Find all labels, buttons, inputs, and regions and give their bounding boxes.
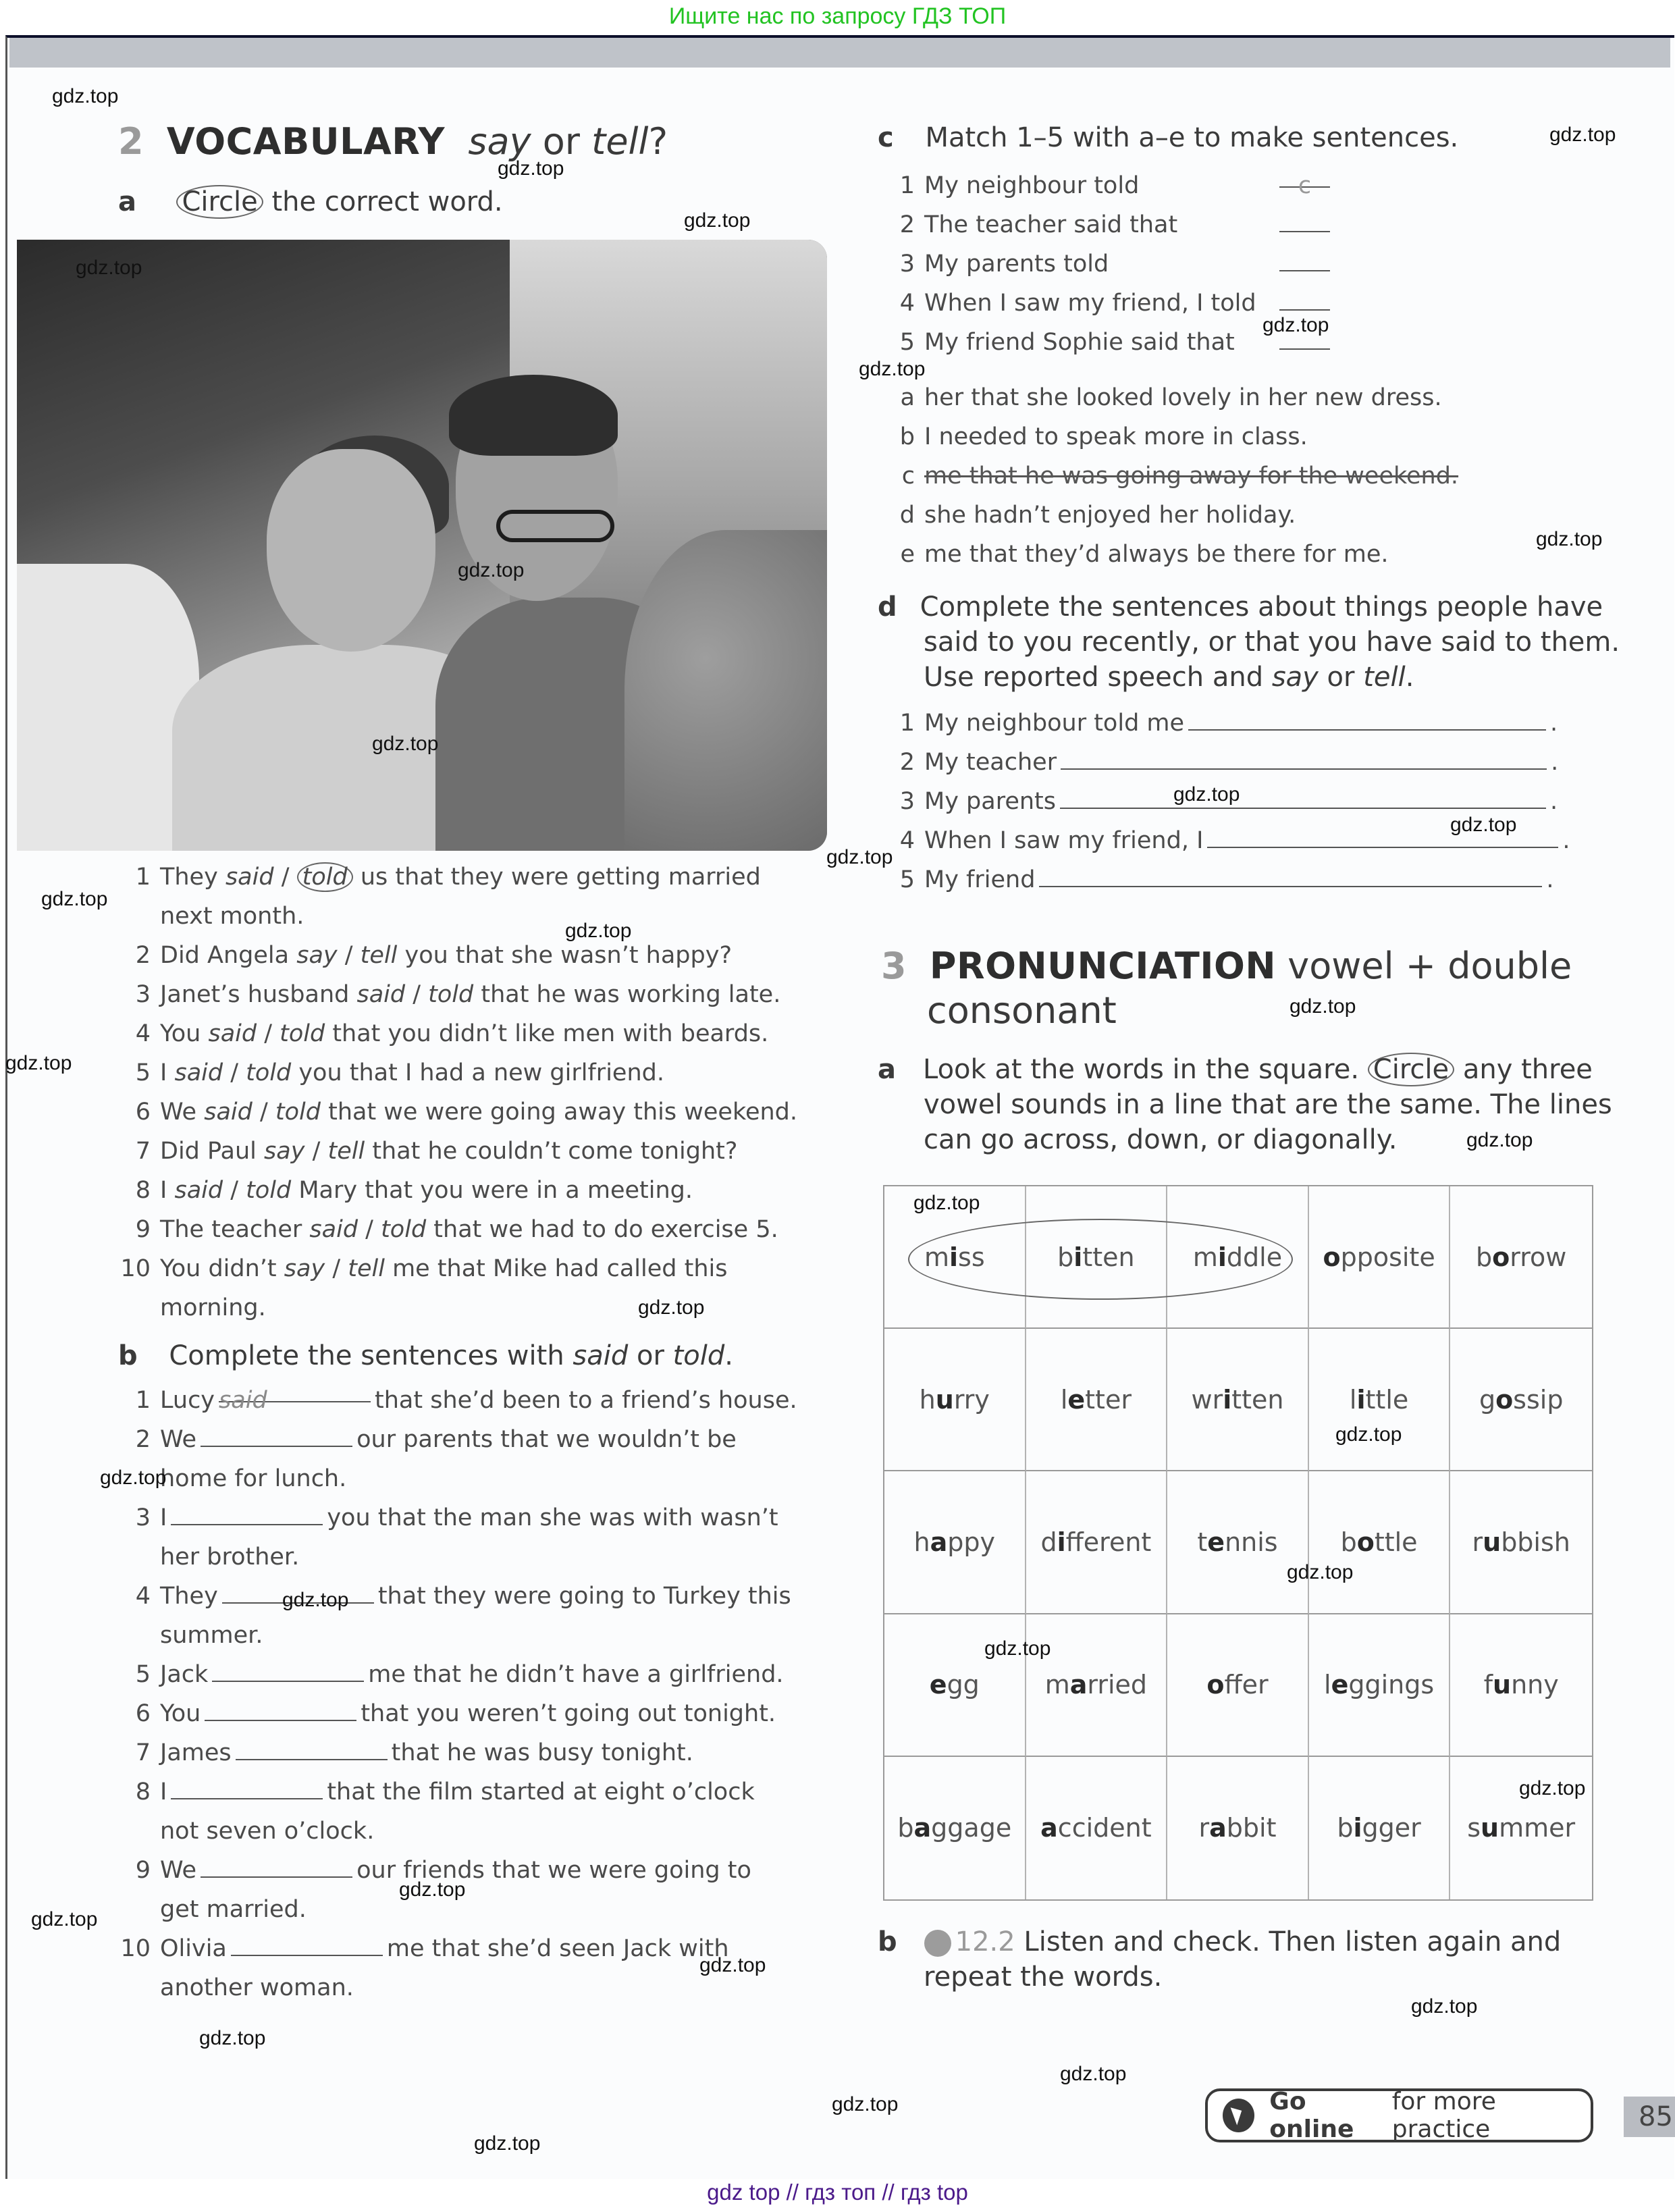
list-item: 1 They said / told us that they were getting married [135,864,761,891]
grid-word-cell[interactable]: b o rrow [1450,1186,1592,1329]
list-item: 4 When I saw my friend, I . [899,827,1570,854]
answer-blank[interactable] [236,1739,388,1760]
list-item: 1 My neighbour told c [888,166,1334,205]
match-blank[interactable] [1279,250,1330,271]
highlighted-vowel: o [1323,1242,1341,1272]
watermark-text: gdz.top [1450,814,1517,836]
section-3-heading [881,944,1572,1033]
exercise-2c-instruction [878,120,1458,155]
highlighted-vowel: a [930,1527,948,1557]
page-number: 85 [1624,2097,1675,2137]
section-subtitle-tell: tell [591,120,649,163]
section-2-heading [118,120,668,163]
grid-word-cell[interactable]: l e ggings [1309,1614,1451,1757]
instruction-end: . [724,1340,733,1371]
grid-word-cell[interactable]: m i ddle [1167,1186,1309,1329]
watermark-text: gdz.top [1411,1995,1478,2018]
list-item-continuation: morning. [160,1294,266,1321]
watermark-text: gdz.top [984,1637,1051,1660]
list-item-continuation: another woman. [160,1974,354,2001]
exercise-2d-instruction [878,589,1620,695]
match-blank[interactable] [1279,211,1330,232]
instruction-said: said [573,1340,629,1371]
grid-word-cell[interactable]: r u bbish [1450,1471,1592,1614]
watermark-text: gdz.top [1287,1561,1354,1583]
watermark-text: gdz.top [826,846,893,868]
option-told-circled[interactable]: told [297,862,353,892]
watermark-text: gdz.top [458,559,525,581]
grid-word-cell[interactable]: g o ssip [1450,1329,1592,1471]
option-said[interactable]: said [174,1059,223,1086]
section-number: 2 [118,120,144,163]
list-item: 1 My neighbour told me . [899,710,1558,737]
match-blank[interactable] [1279,289,1330,311]
instruction-line: Use reported speech and say or tell. [924,662,1414,693]
watermark-text: gdz.top [498,157,564,180]
watermark-text: gdz.top [282,1589,349,1611]
cursor-pointer-icon [1223,2099,1254,2132]
exercise-2b-instruction [118,1338,733,1373]
highlighted-vowel: i [1356,1384,1366,1415]
grid-word-cell[interactable]: b o ttle [1309,1471,1451,1614]
section-subtitle-q: ? [648,120,668,163]
list-item: 4 When I saw my friend, I told [888,284,1334,323]
watermark-text: gdz.top [41,888,108,910]
list-item: 6 We said / told that we were going away this weekend. [135,1099,798,1126]
grid-word-cell[interactable]: r a bbit [1167,1757,1309,1899]
watermark-text: gdz.top [100,1467,167,1489]
exercise-letter: d [878,591,897,623]
answer-blank[interactable]: said [219,1381,371,1402]
list-item: 4 They that they were going to Turkey this [135,1583,791,1610]
grid-word-cell[interactable]: l i ttle [1309,1329,1451,1471]
instruction-line: vowel sounds in a line that are the same. The lines [924,1089,1612,1120]
watermark-text: gdz.top [199,2027,266,2049]
grid-word-cell[interactable]: f u nny [1450,1614,1592,1757]
section-title: VOCABULARY [166,120,446,163]
list-item: 2 Did Angela say / tell you that she wasn’t happy? [135,942,733,969]
section-number: 3 [881,945,907,987]
go-online-button[interactable] [1205,2088,1593,2142]
option-told[interactable]: told [275,1099,321,1126]
section-subtitle-say: say [468,120,531,163]
instruction-line: repeat the words. [924,1961,1163,1993]
option-tell[interactable]: tell [327,1138,365,1165]
highlighted-vowel: o [1356,1527,1375,1557]
instruction-or: or [628,1340,673,1371]
list-item: 8 I that the film started at eight o’clock [135,1779,755,1806]
option-tell[interactable]: tell [348,1255,385,1282]
highlighted-vowel: u [1483,1527,1501,1557]
grid-word-cell[interactable]: l e tter [1026,1329,1168,1471]
grid-word-cell[interactable]: t e nnis [1167,1471,1309,1614]
section-subtitle-or: or [531,120,592,163]
highlighted-vowel: i [1073,1242,1083,1272]
highlighted-vowel: a [1040,1813,1058,1843]
highlighted-vowel: i [1217,1242,1227,1272]
highlighted-vowel: u [1493,1670,1512,1700]
highlighted-vowel: i [1353,1813,1362,1843]
list-item: e me that they’d always be there for me. [900,541,1389,568]
watermark-text: gdz.top [684,209,751,232]
list-item: 10 Olivia me that she’d seen Jack with [120,1935,729,1962]
answer-line[interactable] [1039,866,1542,887]
match-blank[interactable]: c [1279,166,1330,188]
watermark-text: gdz.top [699,1954,766,1976]
list-item-continuation: her brother. [160,1544,300,1571]
list-item: 5 My friend Sophie said that [888,323,1334,362]
go-online-label: Go online [1269,2088,1354,2143]
grid-word-cell[interactable]: e gg [884,1614,1026,1757]
grid-word-cell[interactable]: h u rry [884,1329,1026,1471]
circled-word: Circle [1368,1053,1454,1086]
instruction-text: Match 1–5 with a–e to make sentences. [925,122,1459,153]
option-said[interactable]: said [309,1216,358,1243]
answer-circle-row1 [908,1219,1293,1300]
watermark-text: gdz.top [52,85,119,107]
exercise-letter: c [878,122,894,153]
instruction-line: Complete the sentences about things people have [920,591,1603,623]
highlighted-vowel: i [1223,1384,1232,1415]
watermark-text: gdz.top [1262,314,1329,336]
watermark-text: gdz.top [1519,1777,1586,1799]
list-item-continuation: get married. [160,1896,307,1923]
watermark-text: gdz.top [565,920,632,942]
watermark-text: gdz.top [832,2093,899,2115]
list-item-continuation: not seven o’clock. [160,1818,375,1845]
list-item: 6 You that you weren’t going out tonight. [135,1700,776,1727]
answer-blank[interactable] [171,1504,323,1525]
exercise-2c-endings [888,378,1458,574]
watermark-text: gdz.top [638,1296,705,1319]
option-told[interactable]: told [381,1216,427,1243]
list-item: 9 The teacher said / told that we had to do exercise 5. [135,1216,778,1243]
option-told[interactable]: told [280,1020,325,1047]
grid-word-cell[interactable]: s u mmer [1467,1813,1576,1843]
list-item: 9 We our friends that we were going to [135,1857,751,1884]
option-say[interactable]: say [296,942,338,969]
list-item: 4 You said / told that you didn’t like men with beards. [135,1020,769,1047]
grid-word-cell[interactable]: h a ppy [884,1471,1026,1614]
list-item-continuation: summer. [160,1622,263,1649]
option-tell[interactable]: tell [360,942,398,969]
exercise-2a-list [118,858,797,1327]
list-item: 3 My parents told [888,244,1334,284]
highlighted-vowel: i [949,1242,959,1272]
highlighted-vowel: e [1207,1527,1225,1557]
grid-word-cell[interactable]: m a rried [1026,1614,1168,1757]
answer-line[interactable] [1061,748,1547,770]
list-item: 10 You didn’t say / tell me that Mike had called this [120,1255,728,1282]
watermark-text: gdz.top [1173,783,1240,806]
answer-blank[interactable] [205,1700,356,1721]
glasses-icon [496,510,614,542]
option-said[interactable]: said [356,981,406,1008]
highlighted-vowel: e [1331,1670,1349,1700]
instruction-text: Complete the sentences with [169,1340,573,1371]
grid-word-cell[interactable]: b a ggage [884,1757,1026,1899]
option-said[interactable]: said [225,864,274,891]
list-item: d she hadn’t enjoyed her holiday. [899,502,1296,529]
list-item: b I needed to speak more in class. [899,423,1308,450]
watermark-text: gdz.top [76,257,142,279]
highlighted-vowel: e [1067,1384,1086,1415]
option-told[interactable]: told [246,1177,292,1204]
answer-blank[interactable] [201,1425,352,1447]
page-top-band [9,38,1670,68]
section-title: PRONUNCIATION [929,945,1277,987]
watermark-text: gdz.top [1060,2063,1127,2085]
exercise-3b-instruction: b 12.2 Listen and check. Then listen again and repeat the words. [878,1924,1561,1995]
list-item: 3 Janet’s husband said / told that he was working late. [135,981,781,1008]
grid-word-cell[interactable]: b i gger [1309,1757,1451,1899]
grid-word-cell[interactable]: o pposite [1309,1186,1451,1329]
list-item-struck: c me that he was going away for the weekend. [901,463,1459,490]
exercise-3a-instruction: a Look at the words in the square. Circle any three vowel sounds in a line that are the same. The lines can go across, down, or diagonally. [878,1052,1612,1157]
watermark-text: gdz.top [31,1908,98,1930]
highlighted-vowel: o [1206,1670,1225,1700]
list-item: 8 I said / told Mary that you were in a meeting. [135,1177,693,1204]
exercise-letter: a [118,186,136,217]
answer-blank[interactable] [212,1660,364,1682]
option-say[interactable]: say [284,1255,325,1282]
instruction-told: told [672,1340,725,1371]
bottom-watermark-link[interactable]: gdz top // гдз топ // гдз top [707,2180,968,2205]
answer-line[interactable] [1060,787,1546,809]
highlighted-vowel: u [1481,1813,1499,1843]
watermark-text: gdz.top [913,1192,980,1214]
list-item: a her that she looked lovely in her new dress. [900,384,1442,411]
watermark-text: gdz.top [1466,1129,1533,1151]
instruction-line: said to you recently, or that you have said to them. [924,627,1620,658]
list-item: 5 Jack me that he didn’t have a girlfriend. [135,1661,784,1688]
list-item-continuation: next month. [160,903,304,930]
list-item-continuation: home for lunch. [160,1465,347,1492]
exercise-letter: a [878,1054,896,1085]
grid-word-cell[interactable]: m i ss [884,1186,1026,1329]
list-item: 2 We our parents that we wouldn’t be [135,1426,737,1453]
watermark-text: gdz.top [5,1052,72,1074]
exercise-2a-instruction [118,184,503,219]
answer-blank[interactable] [171,1778,323,1799]
list-item: 7 James that he was busy tonight. [135,1739,693,1766]
grid-word-cell[interactable]: b i tten [1026,1186,1168,1329]
option-said[interactable]: said [174,1177,223,1204]
option-told[interactable]: told [428,981,474,1008]
highlighted-vowel: i [1057,1527,1066,1557]
exercise-2b-list [118,1381,797,2007]
audio-track-number: 12.2 [955,1926,1015,1957]
watermark-text: gdz.top [1549,124,1616,146]
highlighted-vowel: e [929,1670,947,1700]
watermark-text: gdz.top [1536,528,1603,550]
exercise-letter: b [118,1340,138,1371]
option-said[interactable]: said [208,1020,257,1047]
grid-word-cell[interactable]: d i fferent [1026,1471,1168,1614]
instruction-text: the correct word. [263,186,503,217]
highlighted-vowel: o [1495,1384,1514,1415]
highlighted-vowel: a [913,1813,932,1843]
instruction-line: can go across, down, or diagonally. [924,1124,1398,1155]
answer-blank[interactable] [231,1934,383,1956]
answer-blank[interactable] [201,1856,352,1878]
list-item: 5 I said / told you that I had a new girlfriend. [135,1059,664,1086]
watermark-text: gdz.top [474,2132,541,2155]
list-item: 5 My friend . [899,866,1554,893]
option-say[interactable]: say [264,1138,305,1165]
list-item: 2 My teacher . [899,749,1559,776]
grid-word-cell[interactable]: wr i tten [1167,1329,1309,1471]
highlighted-vowel: a [1209,1813,1227,1843]
list-item: 2 The teacher said that [888,205,1334,244]
highlighted-vowel: u [935,1384,954,1415]
watermark-text: gdz.top [399,1878,466,1901]
option-said[interactable]: said [204,1099,252,1126]
watermark-text: gdz.top [372,733,439,755]
answer-line[interactable] [1188,709,1546,731]
grid-word-cell[interactable]: o ffer [1167,1614,1309,1757]
highlighted-vowel: a [1069,1670,1088,1700]
list-item: 7 Did Paul say / tell that he couldn’t come tonight? [135,1138,738,1165]
list-item: 1 Lucy said that she’d been to a friend’s house. [118,1381,797,1420]
watermark-text: gdz.top [1335,1423,1402,1446]
section-subtitle-line2: consonant [927,989,1117,1032]
list-item: 3 My parents . [899,788,1558,815]
highlighted-vowel: o [1492,1242,1510,1272]
option-told[interactable]: told [246,1059,292,1086]
go-online-rest: for more practice [1391,2088,1496,2143]
list-item: 3 I you that the man she was with wasn’t [135,1504,778,1531]
watermark-text: gdz.top [1290,995,1356,1018]
grid-word-cell[interactable]: a ccident [1026,1757,1168,1899]
audio-speaker-icon[interactable] [924,1930,951,1957]
exercise-letter: b [878,1926,897,1957]
section-subtitle: vowel + double [1287,945,1572,987]
circled-word: Circle [176,185,263,219]
watermark-text: gdz.top [859,358,926,380]
search-banner[interactable]: Ищите нас по запросу ГДЗ ТОП [668,3,1007,29]
photo-laughing-couple [17,240,827,851]
